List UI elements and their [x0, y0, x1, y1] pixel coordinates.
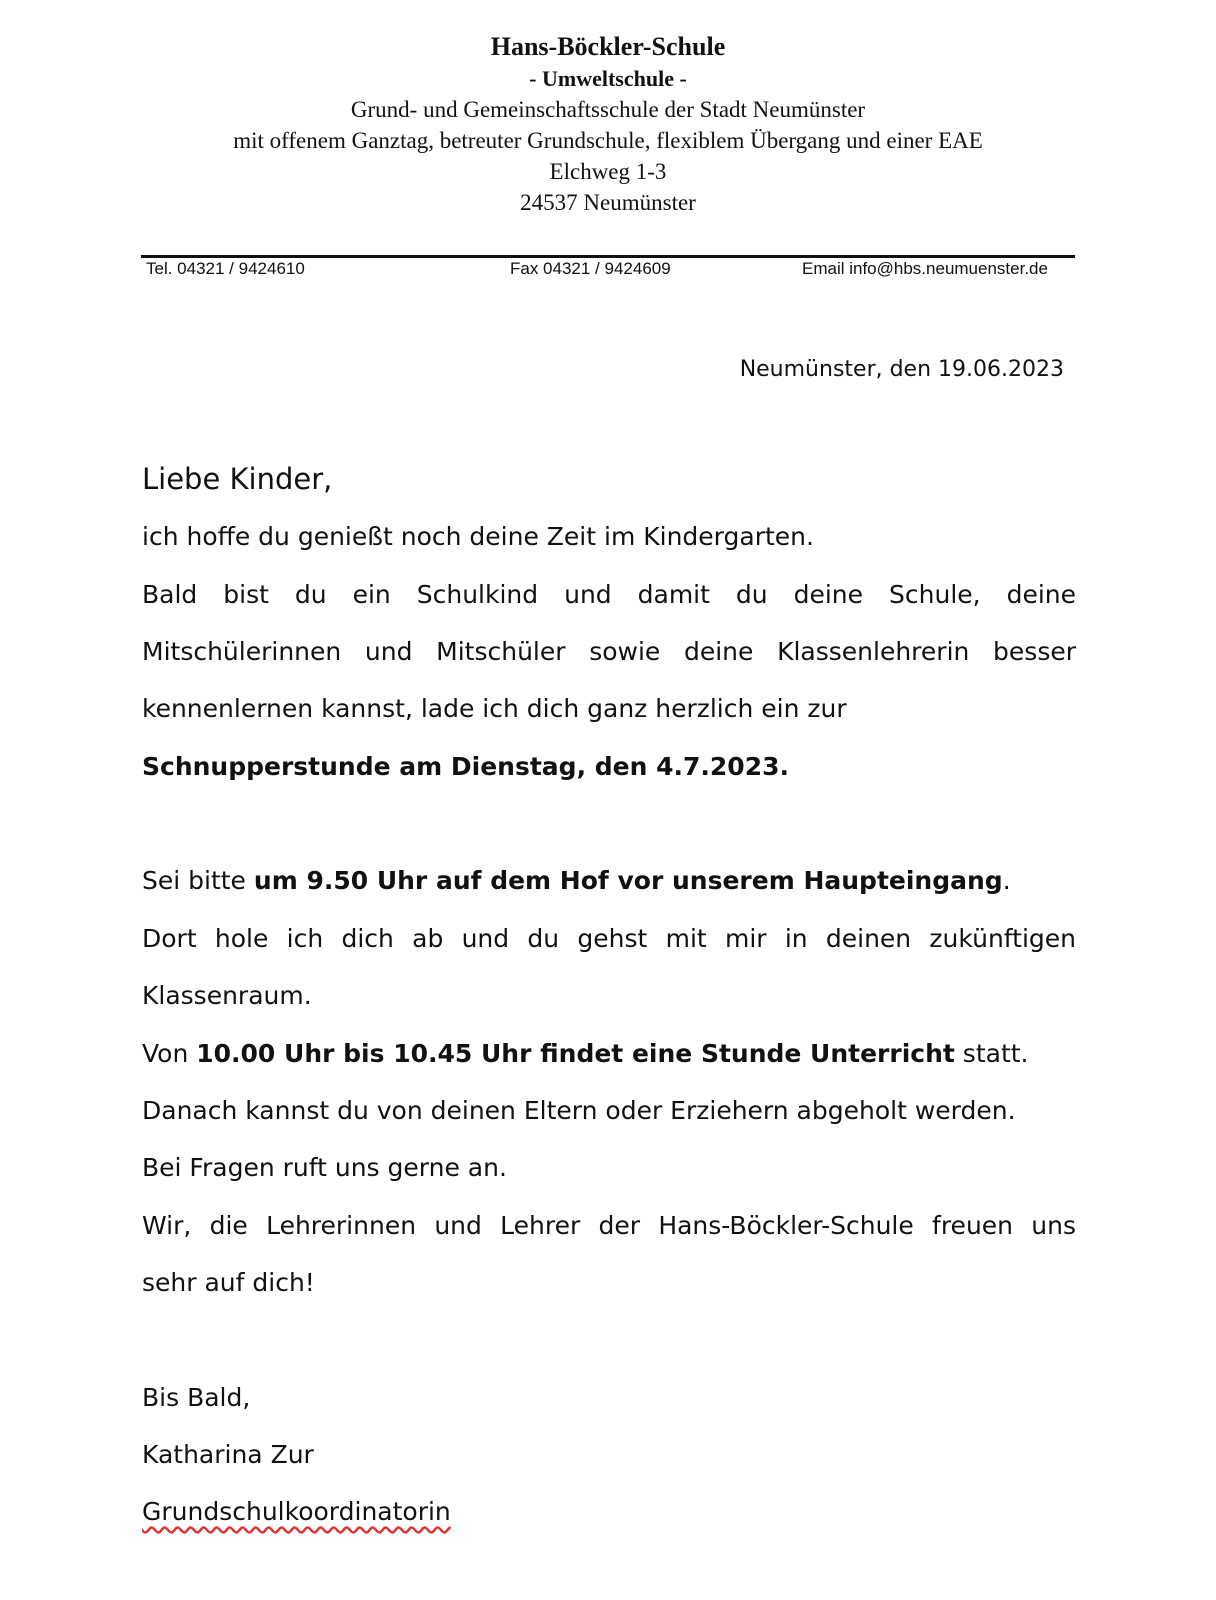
paragraph-invite-line-2: Mitschülerinnen und Mitschüler sowie deine Klassenlehrerin besser [142, 637, 1076, 666]
lesson-prefix: Von [142, 1039, 197, 1068]
signoff-title-row [142, 1497, 1076, 1527]
paragraph-invite-line-3: kennenlernen kannst, lade ich dich ganz herzlich ein zur [142, 694, 847, 723]
signoff-greeting: Bis Bald, [142, 1383, 251, 1412]
school-street: Elchweg 1-3 [549, 159, 667, 184]
contact-fax: Fax 04321 / 9424609 [510, 259, 671, 278]
lesson-details: 10.00 Uhr bis 10.45 Uhr findet eine Stunde Unterricht [196, 1039, 955, 1068]
paragraph-invite-line-1: Bald bist du ein Schulkind und damit du deine Schule, deine [142, 580, 1076, 609]
collection-note: Danach kannst du von deinen Eltern oder Erziehern abgeholt werden. [142, 1096, 1016, 1125]
signoff-name: Katharina Zur [142, 1440, 314, 1469]
meeting-location: um 9.50 Uhr auf dem Hof vor unserem Haupteingang [253, 866, 1003, 895]
signoff-title: Grundschulkoordinatorin [142, 1497, 451, 1526]
meeting-suffix: . [1002, 866, 1011, 895]
letterhead-divider [141, 255, 1075, 258]
school-subtitle: - Umweltschule - [529, 66, 687, 91]
meeting-prefix: Sei bitte [142, 866, 254, 895]
school-offerings: mit offenem Ganztag, betreuter Grundschule, flexiblem Übergang und einer EAE [233, 128, 983, 153]
paragraph-intro: ich hoffe du genießt noch deine Zeit im Kindergarten. [142, 522, 814, 551]
questions-note: Bei Fragen ruft uns gerne an. [142, 1153, 507, 1182]
contact-email: Email info@hbs.neumuenster.de [802, 259, 1048, 278]
meeting-point [142, 866, 1076, 896]
lesson-time [142, 1039, 1076, 1069]
letter-date: Neumünster, den 19.06.2023 [739, 357, 1064, 382]
school-name: Hans-Böckler-Schule [490, 32, 726, 61]
school-description: Grund- und Gemeinschaftsschule der Stadt Neumünster [350, 97, 866, 122]
school-city: 24537 Neumünster [520, 190, 696, 215]
contact-phone: Tel. 04321 / 9424610 [146, 259, 305, 278]
pickup-line-2: Klassenraum. [142, 981, 312, 1010]
pickup-line-1: Dort hole ich dich ab und du gehst mit mir in deinen zukünftigen [142, 924, 1076, 953]
lesson-suffix: statt. [954, 1039, 1029, 1068]
salutation: Liebe Kinder, [142, 462, 333, 496]
letterhead [0, 30, 1216, 218]
closing-line-2: sehr auf dich! [142, 1268, 315, 1297]
event-date: Schnupperstunde am Dienstag, den 4.7.2023. [142, 752, 789, 781]
closing-line-1: Wir, die Lehrerinnen und Lehrer der Hans-Böckler-Schule freuen uns [142, 1211, 1076, 1240]
